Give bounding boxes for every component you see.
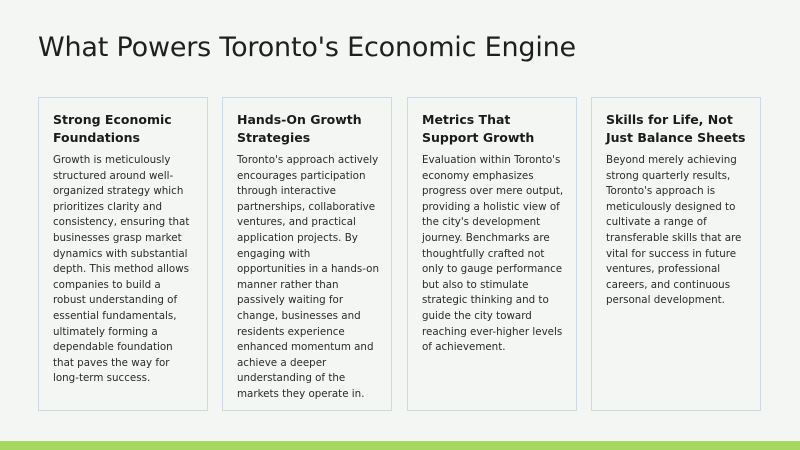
card-title: Hands-On Growth Strategies [237, 112, 362, 145]
card-body: Growth is meticulously structured around well-organized strategy which prioritizes clarity and consistency, ensuring that businesses grasp market dynamics with substantial depth. This method allows companies to build a robust understanding of essential fundamentals, ultimately forming a dependable foundation that paves the way for long-term success. [53, 154, 190, 385]
card-body: Toronto's approach actively encourages participation through interactive partnerships, collaborative ventures, and practical application projects. By engaging with opportunities in a hands-on manner rather than passively waiting for change, businesses and residents experience enhanced momentum and achieve a deeper understanding of the markets they operate in. [237, 154, 379, 400]
card-title: Metrics That Support Growth [422, 112, 535, 145]
page-title: What Powers Toronto's Economic Engine [38, 32, 576, 63]
card-metrics-that-support-growth [407, 97, 577, 411]
card-title: Strong Economic Foundations [53, 112, 172, 145]
card-body: Evaluation within Toronto's economy emphasizes progress over mere output, providing a holistic view of the city's development journey. Benchmarks are thoughtfully crafted not only to gauge performance but also to stimulate strategic thinking and to guide the city toward reaching ever-higher levels of achievement. [422, 154, 564, 354]
accent-bar [0, 441, 800, 450]
card-body: Beyond merely achieving strong quarterly results, Toronto's approach is meticulously designed to cultivate a range of transferable skills that are vital for success in future ventures, professional careers, and continuous personal development. [606, 154, 742, 307]
card-strong-economic-foundations [38, 97, 208, 411]
card-hands-on-growth-strategies [222, 97, 392, 411]
card-skills-for-life [591, 97, 761, 411]
card-title: Skills for Life, Not Just Balance Sheets [606, 112, 746, 145]
